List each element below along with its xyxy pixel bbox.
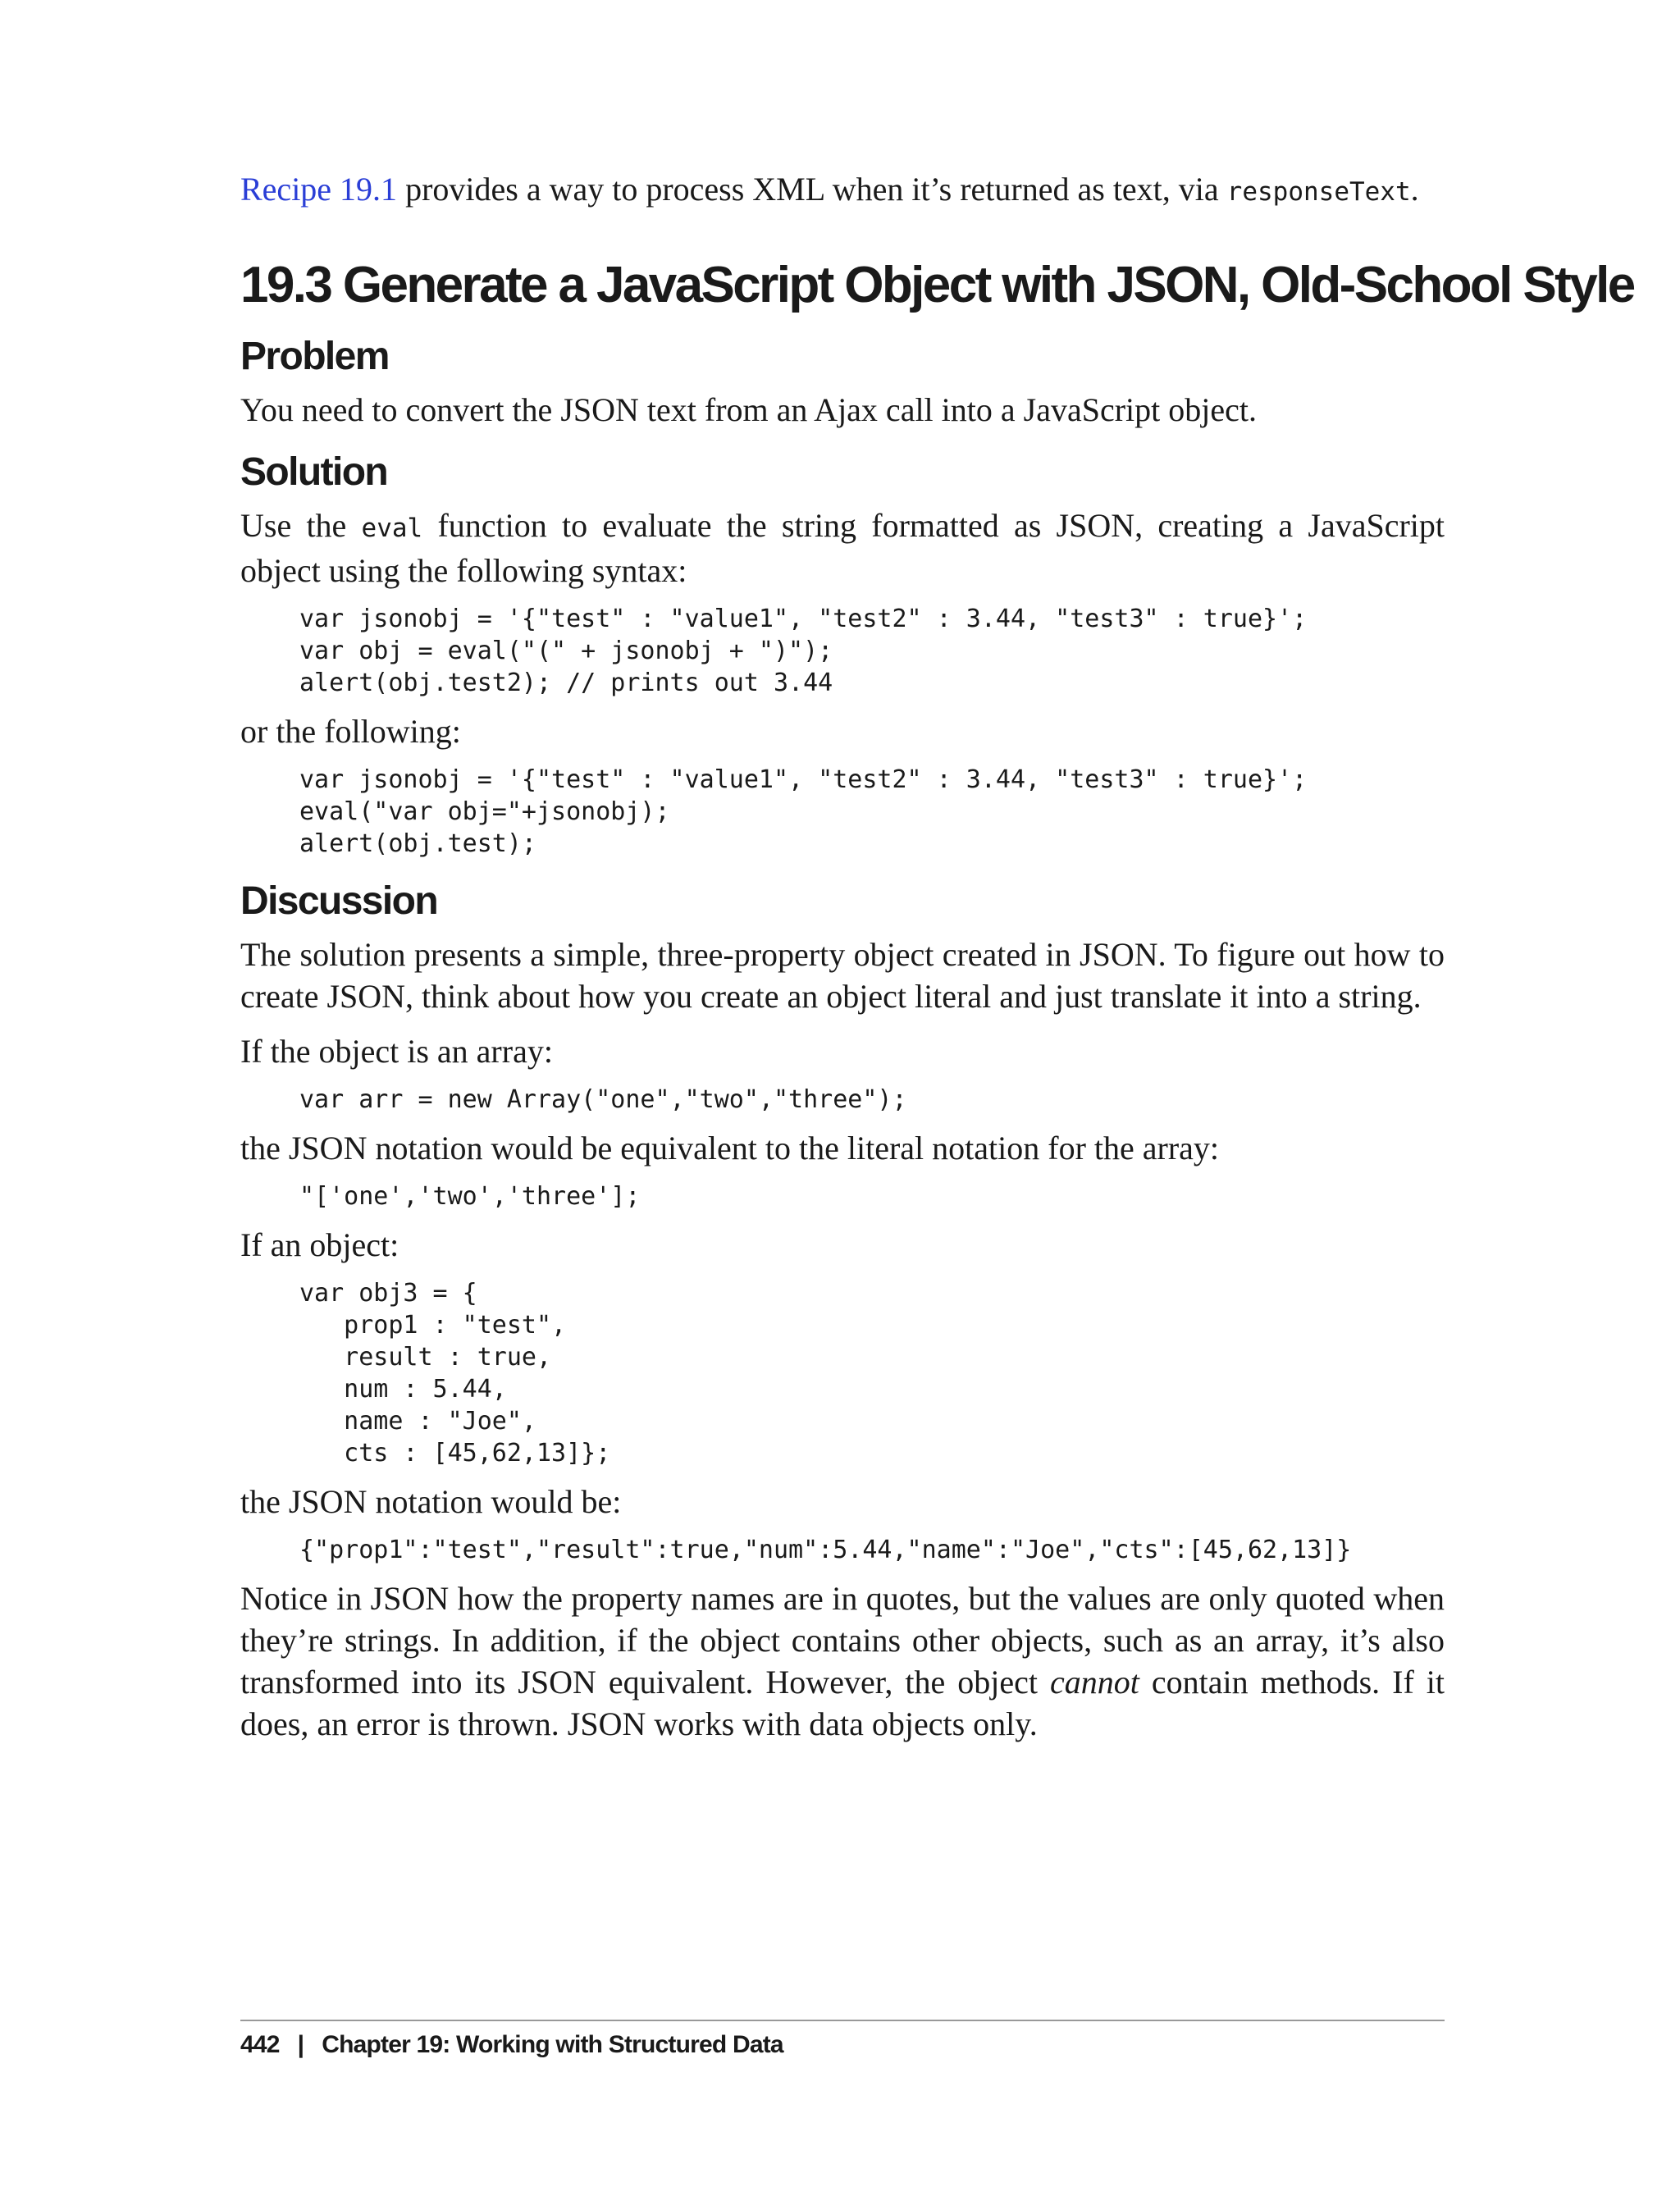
code-block-eval-2: var jsonobj = '{"test" : "value1", "test2" : 3.44, "test3" : true}'; eval("var obj="+jsonobj); alert(obj.test);: [299, 765, 1308, 858]
code-block-object-json: {"prop1":"test","result":true,"num":5.44,"name":"Joe","cts":[45,62,13]}: [299, 1536, 1352, 1564]
discussion-paragraph-6-end: contain methods. If it does, an error is thrown. JSON works with data objects only.: [240, 1664, 1445, 1742]
discussion-paragraph-4: If an object:: [240, 1226, 399, 1263]
page-footer: [240, 2031, 783, 2059]
page-content: [240, 168, 1634, 1745]
problem-heading: Problem: [240, 335, 389, 378]
code-block-array-json: "['one','two','three'];: [299, 1182, 641, 1211]
discussion-paragraph-2: If the object is an array:: [240, 1033, 553, 1070]
discussion-paragraph-5: the JSON notation would be:: [240, 1483, 622, 1520]
code-block-array: var arr = new Array("one","two","three");: [299, 1085, 907, 1114]
chapter-title: Chapter 19: Working with Structured Data: [322, 2031, 783, 2058]
problem-text: You need to convert the JSON text from an Ajax call into a JavaScript object.: [240, 391, 1258, 428]
solution-heading: Solution: [240, 450, 388, 494]
inline-code-eval: eval: [361, 514, 423, 543]
discussion-paragraph-6: [240, 1577, 1445, 1745]
discussion-paragraph-6-start: Notice in JSON how the property names are in quotes, but the values are only quoted when they’re strings. In addition, if the object contains other objects, such as an array, it’s also transformed into its JSON equivalent. However, the object: [240, 1580, 1445, 1701]
intro-text: provides a way to process XML when it’s returned as text, via: [397, 171, 1227, 208]
code-block-object: var obj3 = { prop1 : "test", result : true, num : 5.44, name : "Joe", cts : [45,62,13]};: [299, 1279, 611, 1468]
page-number: 442: [240, 2031, 280, 2058]
footer-divider: [240, 2020, 1445, 2021]
footer-separator: |: [297, 2031, 304, 2058]
solution-text: [240, 504, 1445, 591]
solution-text-start: Use the: [240, 507, 362, 544]
emphasis-cannot: cannot: [1050, 1664, 1139, 1701]
or-text: or the following:: [240, 713, 461, 750]
intro-paragraph: [240, 168, 1445, 213]
intro-text-end: .: [1410, 171, 1419, 208]
section-title: 19.3 Generate a JavaScript Object with JSON, Old-School Style: [240, 257, 1634, 313]
solution-text-end: function to evaluate the string formatted as JSON, creating a JavaScript object using the following syntax:: [240, 507, 1445, 589]
recipe-link[interactable]: Recipe 19.1: [240, 171, 398, 208]
discussion-heading: Discussion: [240, 879, 438, 923]
discussion-paragraph-1: The solution presents a simple, three-property object created in JSON. To figure out how to create JSON, think about how you create an object literal and just translate it into a string.: [240, 936, 1445, 1015]
inline-code-responsetext: responseText: [1226, 177, 1411, 207]
code-block-eval-1: var jsonobj = '{"test" : "value1", "test2" : 3.44, "test3" : true}'; var obj = eval("(" + jsonobj + ")"); alert(obj.test2); // prints out 3.44: [299, 605, 1308, 697]
discussion-paragraph-3: the JSON notation would be equivalent to the literal notation for the array:: [240, 1130, 1220, 1166]
